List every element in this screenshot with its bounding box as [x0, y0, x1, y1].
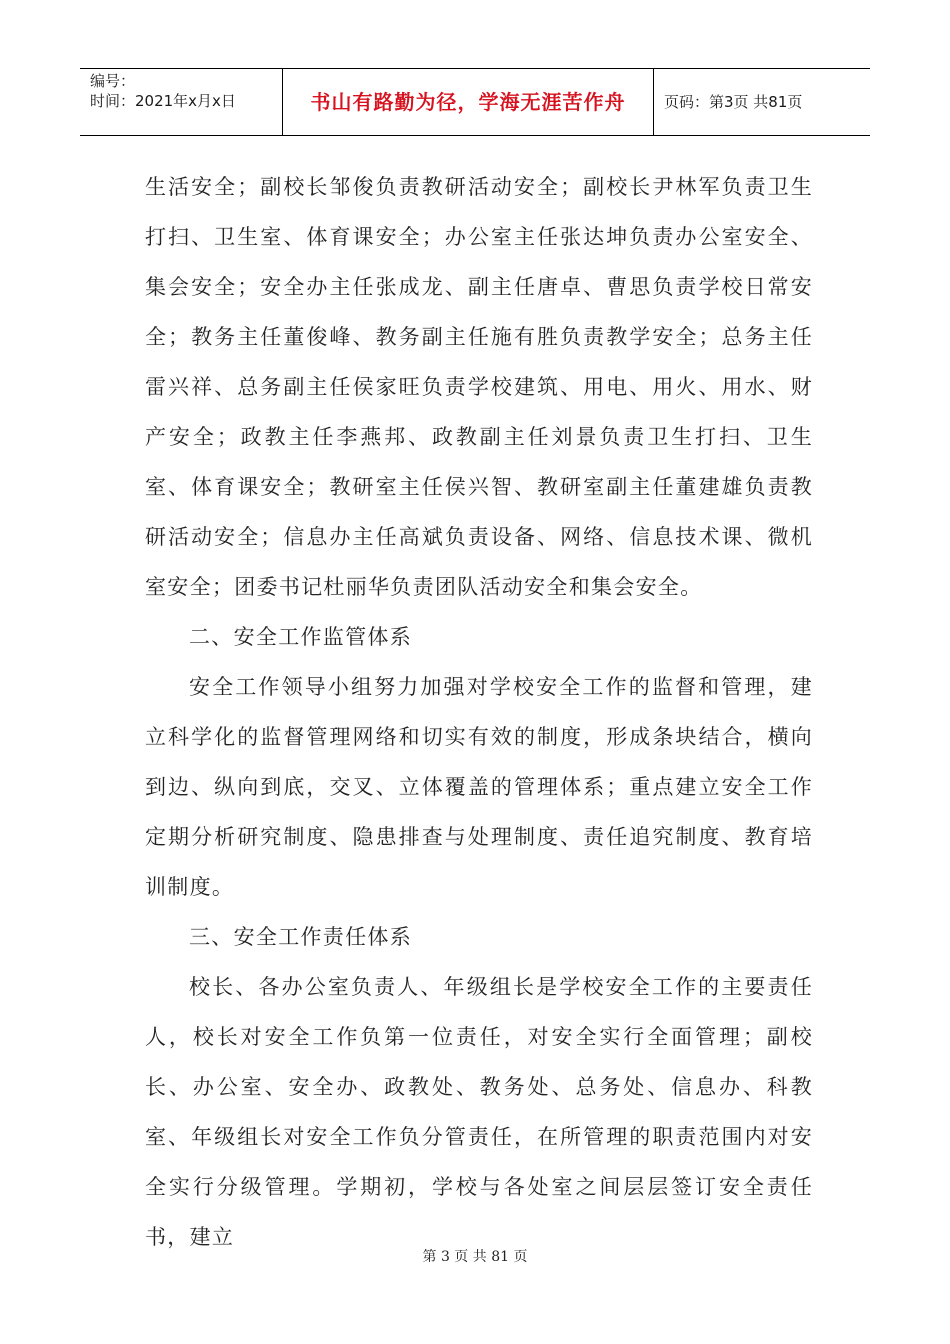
document-number-label: 编号：: [90, 72, 136, 90]
page-footer: 第 3 页 共 81 页: [422, 1249, 528, 1265]
paragraph-supervision: 安全工作领导小组努力加强对学校安全工作的监督和管理，建立科学化的监督管理网络和切实有效的制度，形成条块结合，横向到边、纵向到底，交叉、立体覆盖的管理体系；重点建立安全工作定期分析研究制度、隐患排查与处理制度、责任追究制度、教育培训制度。: [145, 675, 813, 899]
paragraph-responsibility: 校长、各办公室负责人、年级组长是学校安全工作的主要责任人，校长对安全工作负第一位责任，对安全实行全面管理；副校长、办公室、安全办、政教处、教务处、总务处、信息办、科教室、年级组长对安全工作负分管责任，在所管理的职责范围内对安全实行分级管理。学期初，学校与各处室之间层层签订安全责任书，建立: [145, 975, 813, 1249]
page-header: [80, 68, 870, 136]
document-time-label: 时间：2021年x月x日: [90, 92, 236, 110]
header-page-info: 页码：第3页 共81页: [664, 93, 803, 111]
document-body: [145, 162, 813, 1262]
section-heading-responsibility: 三、安全工作责任体系: [189, 925, 412, 949]
header-meta: [80, 69, 283, 135]
paragraph-continued: 生活安全；副校长邹俊负责教研活动安全；副校长尹林军负责卫生打扫、卫生室、体育课安全；办公室主任张达坤负责办公室安全、集会安全；安全办主任张成龙、副主任唐卓、曹思负责学校日常安全；教务主任董俊峰、教务副主任施有胜负责教学安全；总务主任雷兴祥、总务副主任侯家旺负责学校建筑、用电、用火、用水、财产安全；政教主任李燕邦、政教副主任刘景负责卫生打扫、卫生室、体育课安全；教研室主任侯兴智、教研室副主任董建雄负责教研活动安全；信息办主任高斌负责设备、网络、信息技术课、微机室安全；团委书记杜丽华负责团队活动安全和集会安全。: [145, 175, 813, 599]
header-motto: 书山有路勤为径，学海无涯苦作舟: [283, 69, 654, 135]
section-heading-supervision: 二、安全工作监管体系: [189, 625, 412, 649]
